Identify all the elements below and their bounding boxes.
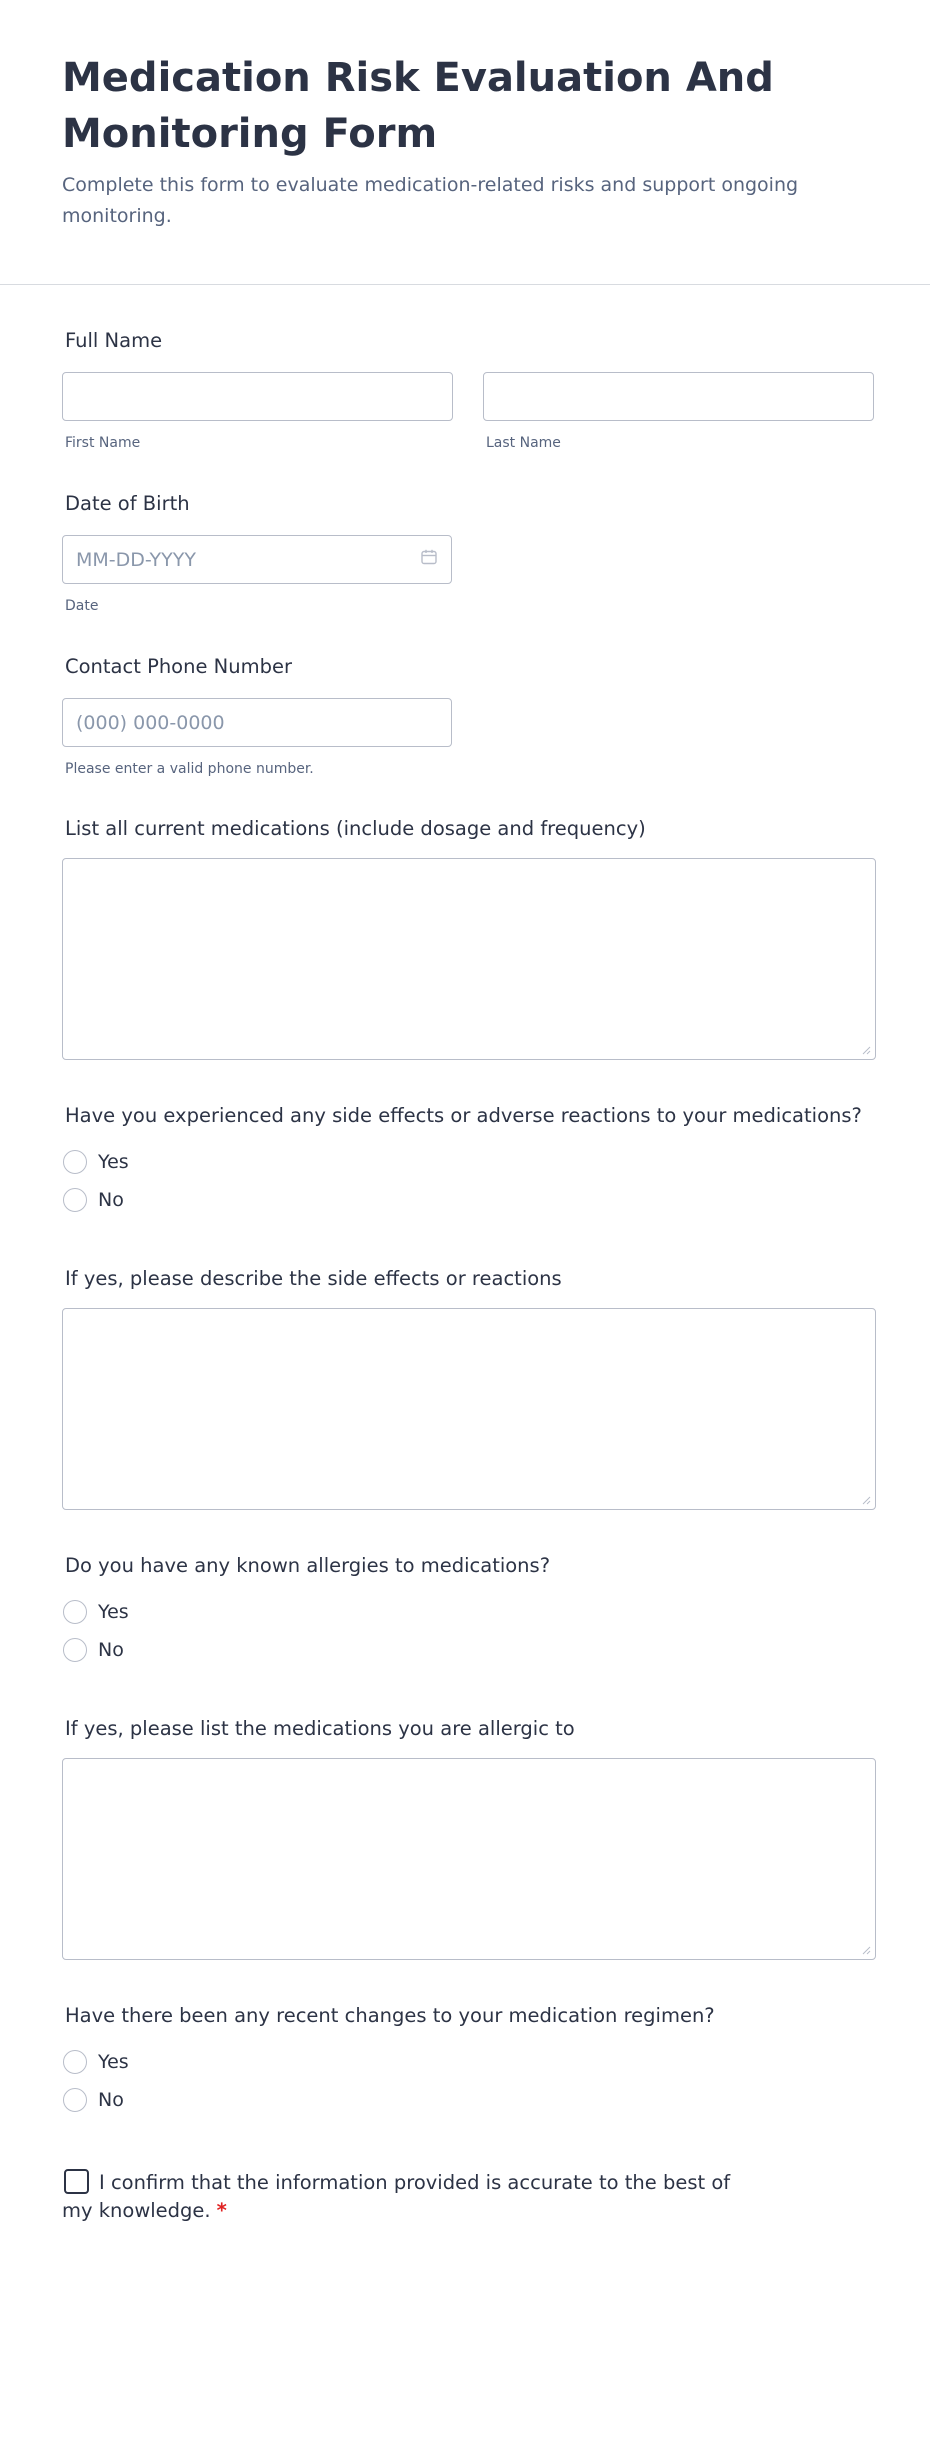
required-mark: *	[216, 2199, 227, 2222]
dob-placeholder: MM-DD-YYYY	[76, 548, 196, 571]
form-body	[0, 329, 930, 2225]
allergies-option-yes[interactable]	[63, 1593, 868, 1631]
medications-label: List all current medications (include dosage and frequency)	[65, 817, 646, 840]
calendar-icon[interactable]	[420, 548, 438, 571]
dob-sublabel: Date	[65, 598, 99, 614]
regimen-option-yes[interactable]	[63, 2043, 868, 2081]
phone-sublabel: Please enter a valid phone number.	[65, 761, 314, 777]
allergies-list-field	[62, 1717, 868, 1960]
regimen-label: Have there been any recent changes to your medication regimen?	[65, 2004, 715, 2027]
radio-label: No	[98, 1189, 124, 1211]
allergies-list-label: If yes, please list the medications you are allergic to	[65, 1717, 575, 1740]
form-header	[0, 0, 930, 285]
phone-placeholder: (000) 000-0000	[76, 711, 225, 734]
side-effects-label: Have you experienced any side effects or adverse reactions to your medications?	[65, 1104, 862, 1127]
dob-label: Date of Birth	[65, 492, 190, 515]
allergies-label: Do you have any known allergies to medications?	[65, 1554, 551, 1577]
radio-button[interactable]	[63, 1150, 87, 1174]
page-subtitle: Complete this form to evaluate medication-related risks and support ongoing monitoring.	[62, 174, 799, 227]
side-effects-option-yes[interactable]	[63, 1143, 868, 1181]
resize-handle-icon[interactable]	[861, 1045, 871, 1055]
dob-input[interactable]	[62, 535, 452, 584]
radio-button[interactable]	[63, 1600, 87, 1624]
radio-button[interactable]	[63, 2088, 87, 2112]
resize-handle-icon[interactable]	[861, 1495, 871, 1505]
side-effects-desc-textarea[interactable]	[62, 1308, 876, 1510]
medications-textarea[interactable]	[62, 858, 876, 1060]
full-name-field	[62, 329, 868, 451]
full-name-label: Full Name	[65, 329, 163, 352]
dob-field	[62, 492, 868, 614]
phone-input[interactable]	[62, 698, 452, 747]
side-effects-field	[62, 1104, 868, 1219]
radio-label: Yes	[98, 1151, 129, 1173]
confirm-checkbox[interactable]	[64, 2169, 89, 2194]
radio-label: No	[98, 1639, 124, 1661]
radio-label: Yes	[98, 2051, 129, 2073]
side-effects-desc-field	[62, 1267, 868, 1510]
side-effects-option-no[interactable]	[63, 1181, 868, 1219]
radio-button[interactable]	[63, 1188, 87, 1212]
page-title: Medication Risk Evaluation And Monitoring Form	[62, 55, 774, 157]
regimen-field	[62, 2004, 868, 2119]
allergies-list-textarea[interactable]	[62, 1758, 876, 1960]
radio-label: Yes	[98, 1601, 129, 1623]
confirm-checkbox-row[interactable]	[62, 2169, 762, 2225]
radio-button[interactable]	[63, 1638, 87, 1662]
allergies-option-no[interactable]	[63, 1631, 868, 1669]
radio-label: No	[98, 2089, 124, 2111]
last-name-input[interactable]	[483, 372, 874, 421]
medications-field	[62, 817, 868, 1060]
last-name-sublabel: Last Name	[486, 435, 561, 451]
regimen-option-no[interactable]	[63, 2081, 868, 2119]
radio-button[interactable]	[63, 2050, 87, 2074]
side-effects-desc-label: If yes, please describe the side effects or reactions	[65, 1267, 562, 1290]
first-name-sublabel: First Name	[65, 435, 141, 451]
confirm-field	[62, 2169, 868, 2225]
allergies-field	[62, 1554, 868, 1669]
resize-handle-icon[interactable]	[861, 1945, 871, 1955]
confirm-label: I confirm that the information provided is accurate to the best of my knowledge.	[62, 2171, 731, 2222]
phone-label: Contact Phone Number	[65, 655, 293, 678]
phone-field	[62, 655, 868, 777]
first-name-input[interactable]	[62, 372, 453, 421]
